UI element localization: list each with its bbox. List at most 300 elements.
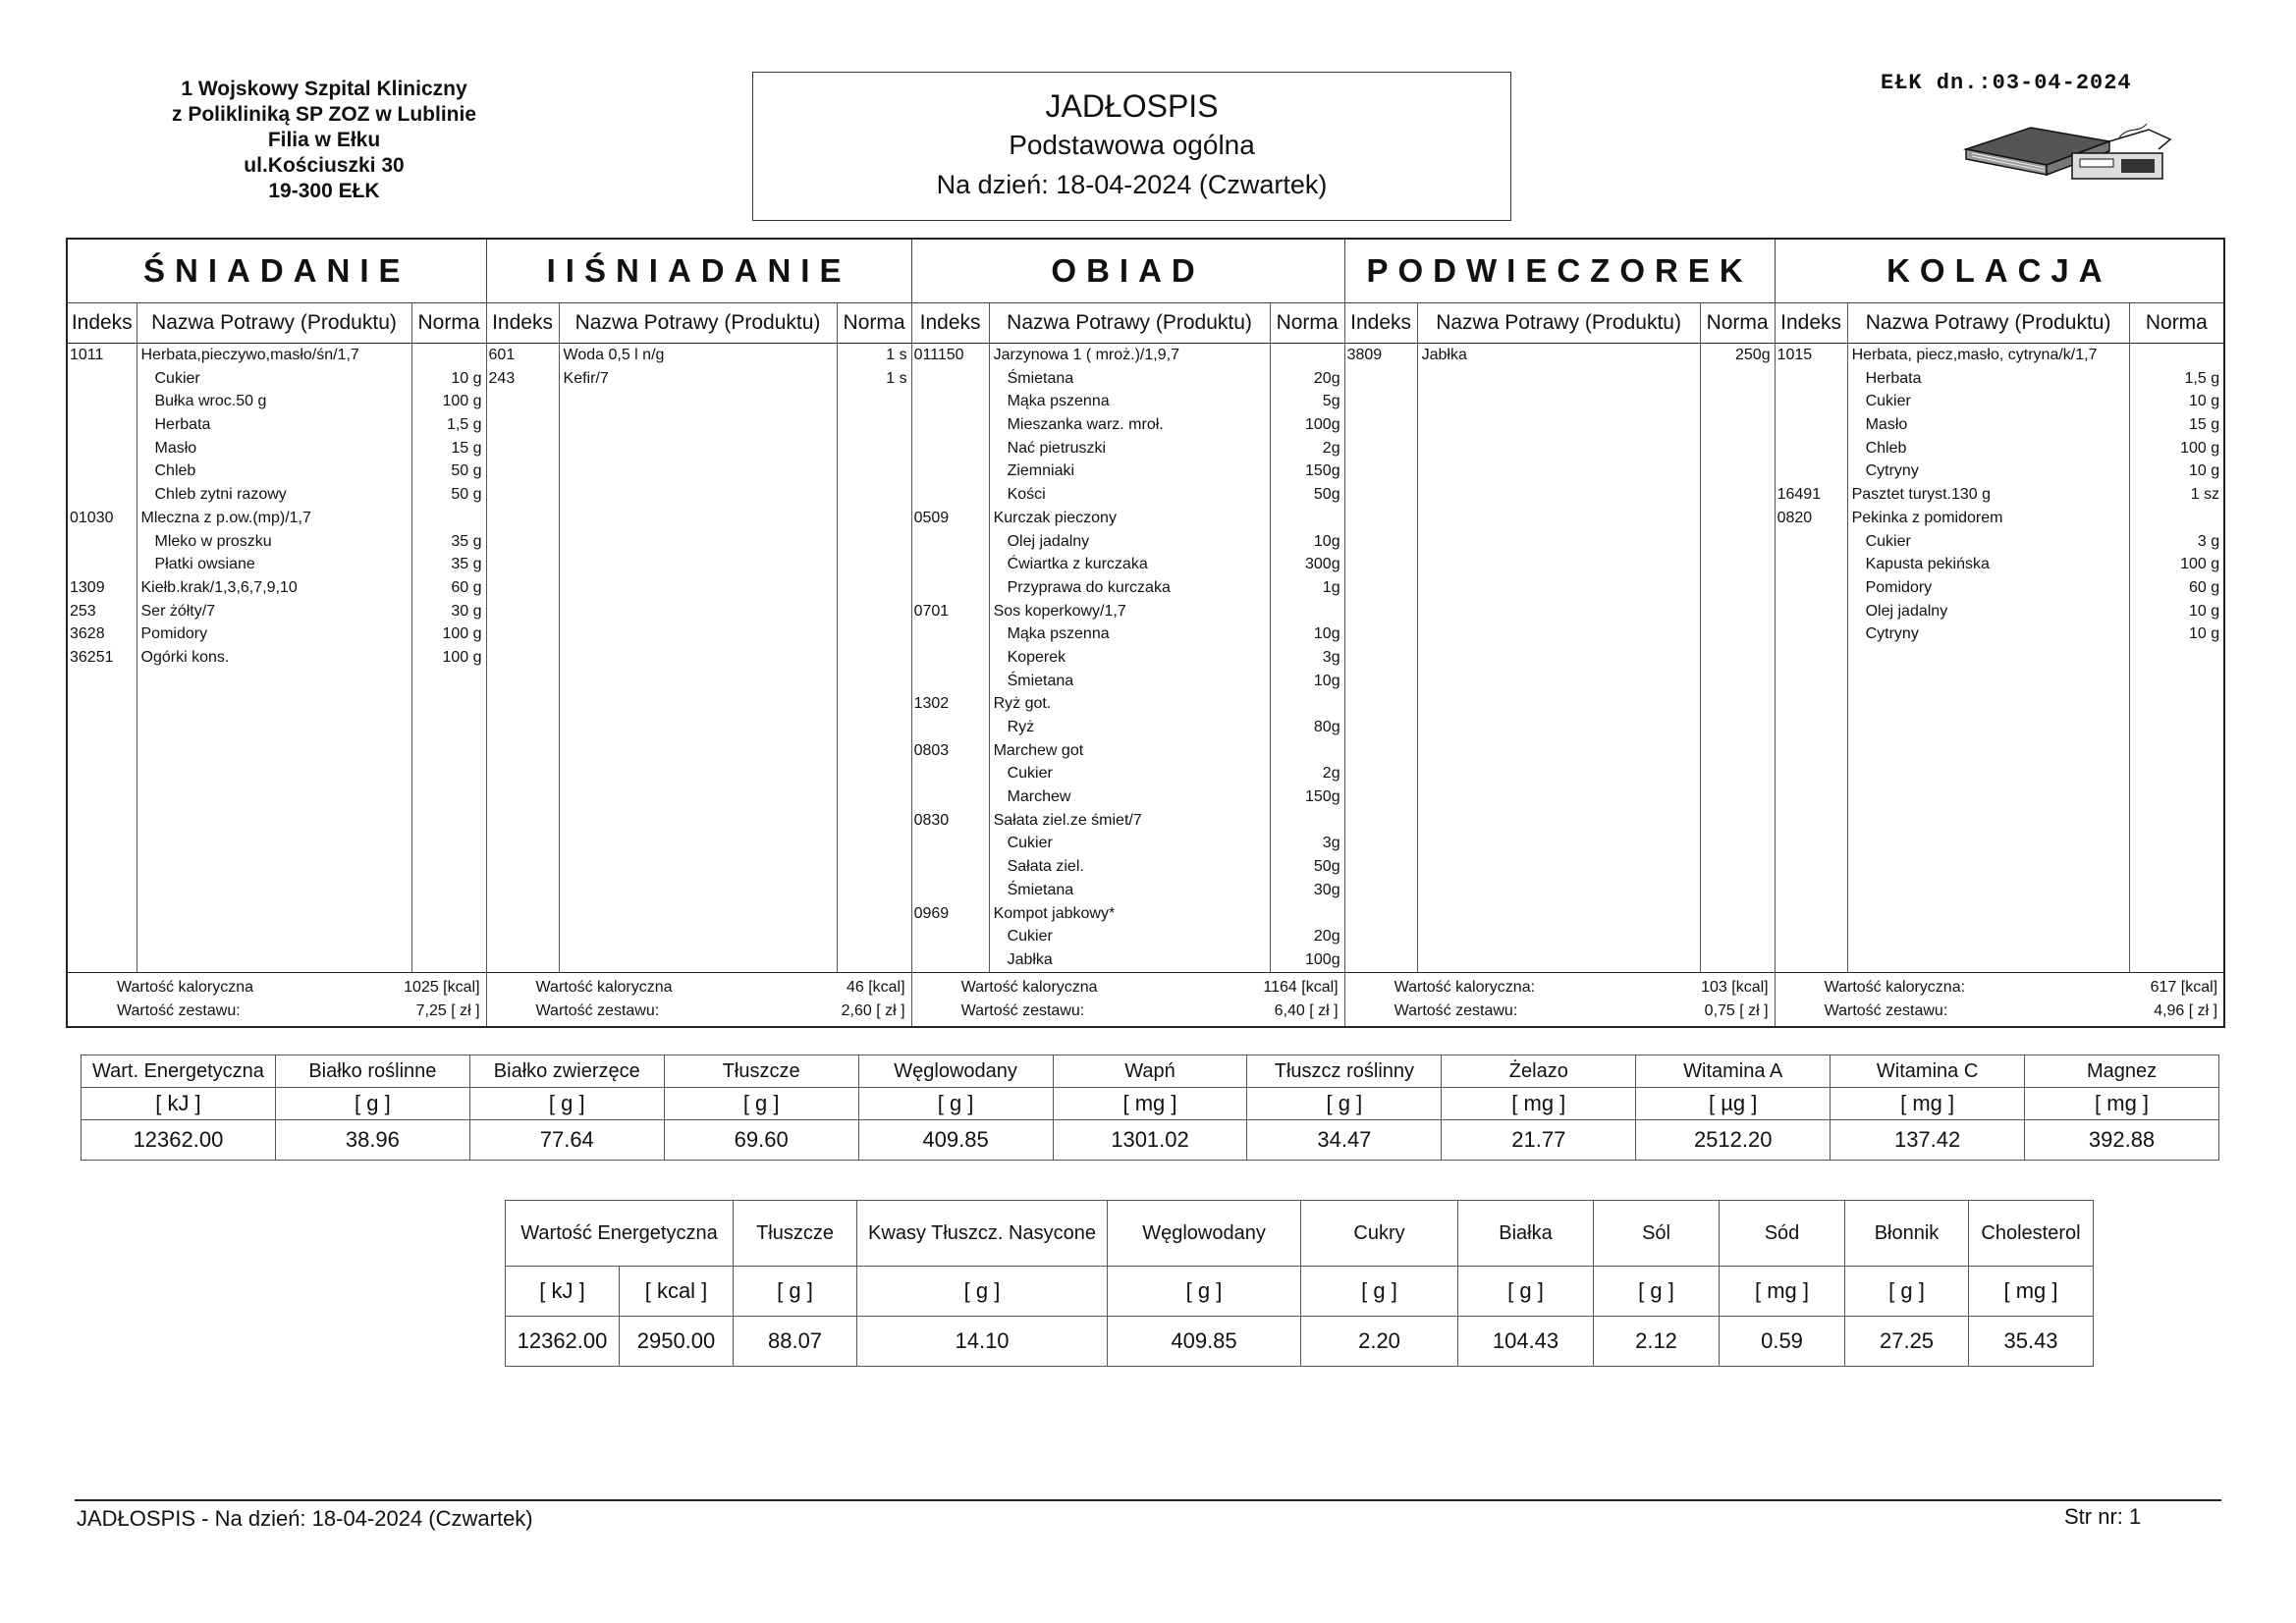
- item-name: Ziemniaki: [1007, 462, 1075, 480]
- item-name: Herbata,pieczywo,masło/śn/1,7: [140, 347, 359, 363]
- item-index: 3809: [1346, 347, 1383, 363]
- nutrient-value: 38.96: [275, 1120, 469, 1161]
- nutrient-header: Białko zwierzęce: [469, 1055, 664, 1088]
- column-header-name: Nazwa Potrawy (Produktu): [989, 303, 1270, 344]
- cost-value: 7,25 [ zł ]: [415, 1002, 480, 1019]
- item-norm: 5g: [1322, 393, 1340, 410]
- item-norm: 50g: [1313, 858, 1340, 876]
- item-index: 243: [488, 369, 516, 387]
- item-name: Nać pietruszki: [1007, 439, 1107, 457]
- book-computer-icon: [1962, 120, 2182, 185]
- item-norm: 1 s: [886, 369, 907, 387]
- diet-name: Podstawowa ogólna: [1009, 130, 1255, 160]
- item-name: Mieszanka warz. mroł.: [1007, 416, 1164, 434]
- item-index: [1776, 530, 1847, 554]
- nutrient-unit: [ kJ ]: [82, 1088, 276, 1120]
- kcal-label: Wartość kaloryczna:: [1824, 979, 1966, 996]
- item-name: Marchew: [1007, 788, 1071, 806]
- item-name: Pasztet turyst.130 g: [1851, 486, 1991, 504]
- item-norm: [412, 344, 486, 367]
- item-index: [912, 413, 989, 437]
- nutrient-unit: [ g ]: [1247, 1088, 1442, 1120]
- item-norm: [1271, 692, 1344, 716]
- meal-title-afternoon-snack: PODWIECZOREK: [1344, 239, 1775, 303]
- footer-divider: [75, 1499, 2221, 1501]
- item-index: [912, 832, 989, 855]
- nutrient-unit: [ mg ]: [1442, 1088, 1636, 1120]
- nutrient-value: 137.42: [1831, 1120, 2025, 1161]
- index-column: [911, 344, 989, 973]
- item-index: [1776, 553, 1847, 576]
- item-name: Ćwiartka z kurczaka: [1007, 556, 1148, 573]
- item-index: [912, 879, 989, 902]
- nutrient-value: 0.59: [1720, 1317, 1845, 1367]
- column-header-index: Indeks: [67, 303, 137, 344]
- nutrient-header: Cholesterol: [1969, 1201, 2094, 1267]
- item-norm: 80g: [1313, 719, 1340, 735]
- meal-summary: [911, 973, 1344, 1028]
- kcal-value: 46 [kcal]: [846, 979, 905, 996]
- item-name: Pomidory: [140, 625, 208, 643]
- item-index: [912, 367, 989, 391]
- nutrient-unit: [ g ]: [1594, 1267, 1720, 1317]
- item-name: Śmietana: [1007, 672, 1074, 689]
- item-index: [912, 855, 989, 879]
- nutrient-header: Kwasy Tłuszcz. Nasycone: [857, 1201, 1108, 1267]
- item-index: 253: [70, 602, 96, 620]
- item-name: Chleb zytni razowy: [154, 486, 287, 504]
- item-norm: 60 g: [451, 578, 482, 596]
- item-index: [912, 460, 989, 483]
- norm-column: [411, 344, 486, 973]
- item-name: Cytryny: [1865, 462, 1919, 480]
- item-index: [912, 483, 989, 507]
- item-norm: 10g: [1313, 625, 1340, 643]
- item-name: Jarzynowa 1 ( mroż.)/1,9,7: [993, 347, 1179, 363]
- item-norm: 150g: [1305, 462, 1340, 480]
- nutrient-unit: [ g ]: [1845, 1267, 1969, 1317]
- item-name: Chleb: [154, 462, 196, 480]
- item-norm: 100 g: [442, 625, 482, 643]
- item-index: [1776, 413, 1847, 437]
- norm-column: [2129, 344, 2224, 973]
- nutrient-header: Tłuszcze: [734, 1201, 857, 1267]
- item-norm: 10g: [1313, 672, 1340, 689]
- cost-value: 0,75 [ zł ]: [1704, 1002, 1769, 1019]
- item-index: [1776, 576, 1847, 600]
- nutrient-header: Białka: [1458, 1201, 1594, 1267]
- item-index: 0803: [913, 741, 950, 759]
- item-index: 0830: [913, 811, 950, 829]
- item-name: Kefir/7: [563, 369, 609, 387]
- column-header-index: Indeks: [1344, 303, 1417, 344]
- item-name: Cukier: [1007, 928, 1053, 946]
- item-name: Kompot jabkowy*: [993, 904, 1116, 922]
- item-index: [1776, 600, 1847, 623]
- item-index: [912, 437, 989, 460]
- index-column: [1775, 344, 1847, 973]
- item-index: 1309: [70, 578, 105, 596]
- item-norm: [1271, 344, 1344, 367]
- title-box: [752, 72, 1511, 221]
- cost-value: 4,96 [ zł ]: [2154, 1002, 2218, 1019]
- item-index: [1776, 437, 1847, 460]
- nutrient-unit: [ kJ ]: [506, 1267, 620, 1317]
- nutrient-unit: [ g ]: [664, 1088, 858, 1120]
- nutrient-header: Tłuszcze: [664, 1055, 858, 1088]
- meal-summary: [1344, 973, 1775, 1028]
- column-header-name: Nazwa Potrawy (Produktu): [559, 303, 837, 344]
- kcal-value: 103 [kcal]: [1701, 979, 1769, 996]
- item-name: Kości: [1007, 486, 1046, 504]
- nutrient-header: Żelazo: [1442, 1055, 1636, 1088]
- cost-value: 2,60 [ zł ]: [841, 1002, 905, 1019]
- kcal-label: Wartość kaloryczna: [117, 979, 253, 996]
- item-name: Cukier: [1007, 765, 1053, 783]
- cost-label: Wartość zestawu:: [1394, 1002, 1518, 1019]
- item-index: 0509: [913, 509, 950, 526]
- item-index: 601: [488, 347, 516, 363]
- item-norm: 1 sz: [2190, 486, 2220, 504]
- item-name: Olej jadalny: [1865, 602, 1948, 620]
- nutrient-value: 2.12: [1594, 1317, 1720, 1367]
- nutrient-value: 27.25: [1845, 1317, 1969, 1367]
- item-norm: 10 g: [2188, 393, 2220, 410]
- item-name: Olej jadalny: [1007, 532, 1090, 550]
- item-norm: 100 g: [2180, 556, 2220, 573]
- hospital-address: [118, 77, 530, 204]
- item-index: [68, 367, 137, 391]
- item-norm: 15 g: [2188, 416, 2220, 434]
- item-name: Pekinka z pomidorem: [1851, 509, 2003, 526]
- nutrient-unit: [ g ]: [469, 1088, 664, 1120]
- nutrient-unit: [ mg ]: [1831, 1088, 2025, 1120]
- menu-date: Na dzień: 18-04-2024 (Czwartek): [936, 170, 1328, 199]
- column-header-norm: Norma: [1700, 303, 1775, 344]
- nutrient-unit: [ mg ]: [1969, 1267, 2094, 1317]
- item-name: Herbata: [154, 416, 211, 434]
- item-norm: 50g: [1313, 486, 1340, 504]
- nutrient-value: 34.47: [1247, 1120, 1442, 1161]
- item-norm: 150g: [1305, 788, 1340, 806]
- nutrient-value: 21.77: [1442, 1120, 1636, 1161]
- item-name: Sałata ziel.ze śmiet/7: [993, 811, 1142, 829]
- nutrient-unit: [ g ]: [1458, 1267, 1594, 1317]
- norm-column: [1270, 344, 1344, 973]
- item-norm: 10 g: [2188, 602, 2220, 620]
- item-index: [68, 483, 137, 507]
- item-index: [68, 437, 137, 460]
- column-header-norm: Norma: [837, 303, 911, 344]
- meal-summary: [486, 973, 911, 1028]
- nutrient-header: Cukry: [1301, 1201, 1458, 1267]
- item-name: Śmietana: [1007, 369, 1074, 387]
- item-name: Ser żółty/7: [140, 602, 216, 620]
- nutrient-unit: [ g ]: [1301, 1267, 1458, 1317]
- item-name: Sos koperkowy/1,7: [993, 602, 1126, 620]
- item-norm: 1g: [1322, 578, 1340, 596]
- item-norm: 2g: [1322, 765, 1340, 783]
- nutrient-header: Sód: [1720, 1201, 1845, 1267]
- nutrient-value: 77.64: [469, 1120, 664, 1161]
- item-name: Przyprawa do kurczaka: [1007, 578, 1171, 596]
- item-index: 3628: [70, 625, 105, 643]
- item-norm: 1,5 g: [2184, 369, 2220, 387]
- item-norm: [2130, 507, 2224, 530]
- index-column: [486, 344, 559, 973]
- nutrient-unit: [ mg ]: [1720, 1267, 1845, 1317]
- item-norm: 1 s: [886, 347, 907, 363]
- nutrients-table-2: [505, 1200, 2094, 1367]
- item-name: Bułka wroc.50 g: [154, 393, 267, 410]
- item-index: [912, 390, 989, 413]
- nutrient-header: Tłuszcz roślinny: [1247, 1055, 1442, 1088]
- nutrient-value: 14.10: [857, 1317, 1108, 1367]
- name-column: [1417, 344, 1700, 973]
- item-norm: 100 g: [442, 648, 482, 666]
- meal-summary: [1775, 973, 2224, 1028]
- item-index: [68, 460, 137, 483]
- hospital-line: 19-300 EŁK: [268, 180, 380, 202]
- nutrient-header: Błonnik: [1845, 1201, 1969, 1267]
- nutrient-value: 2950.00: [620, 1317, 734, 1367]
- item-name: Ogórki kons.: [140, 648, 230, 666]
- item-index: [912, 646, 989, 670]
- item-name: Woda 0,5 l n/g: [563, 347, 665, 363]
- item-norm: [2130, 344, 2224, 367]
- item-index: [68, 390, 137, 413]
- footer-title: JADŁOSPIS - Na dzień: 18-04-2024 (Czwartek): [77, 1506, 533, 1531]
- item-norm: 2g: [1322, 439, 1340, 457]
- meal-items-row: [67, 344, 2224, 973]
- norm-column: [1700, 344, 1775, 973]
- nutrient-unit: [ mg ]: [1053, 1088, 1247, 1120]
- column-header-name: Nazwa Potrawy (Produktu): [1417, 303, 1700, 344]
- nutrient-value: 104.43: [1458, 1317, 1594, 1367]
- page-title: JADŁOSPIS: [1045, 88, 1219, 124]
- meal-title-dinner: KOLACJA: [1775, 239, 2224, 303]
- kcal-label: Wartość kaloryczna: [960, 979, 1098, 996]
- item-name: Pomidory: [1865, 578, 1933, 596]
- item-name: Mleko w proszku: [154, 532, 272, 550]
- item-index: [68, 553, 137, 576]
- page-number: Str nr: 1: [2064, 1504, 2142, 1529]
- column-header-index: Indeks: [911, 303, 989, 344]
- item-norm: 20g: [1313, 369, 1340, 387]
- item-norm: 100g: [1305, 950, 1340, 968]
- hospital-line: Filia w Ełku: [267, 129, 381, 151]
- item-norm: [412, 507, 486, 530]
- item-norm: [1271, 600, 1344, 623]
- item-norm: 50 g: [451, 486, 482, 504]
- column-header-name: Nazwa Potrawy (Produktu): [1847, 303, 2129, 344]
- item-name: Mleczna z p.ow.(mp)/1,7: [140, 509, 311, 526]
- cost-label: Wartość zestawu:: [117, 1002, 241, 1019]
- item-name: Koperek: [1007, 648, 1066, 666]
- nutrient-value: 88.07: [734, 1317, 857, 1367]
- item-norm: 10 g: [2188, 625, 2220, 643]
- item-norm: 20g: [1313, 928, 1340, 946]
- item-norm: 35 g: [451, 556, 482, 573]
- item-norm: 3g: [1322, 648, 1340, 666]
- item-norm: 100 g: [442, 393, 482, 410]
- item-norm: 10 g: [2188, 462, 2220, 480]
- nutrient-header: Magnez: [2025, 1055, 2219, 1088]
- item-index: 0969: [913, 904, 950, 922]
- kcal-label: Wartość kaloryczna: [535, 979, 673, 996]
- item-index: [912, 670, 989, 693]
- item-norm: 30 g: [451, 602, 482, 620]
- item-name: Ryż: [1007, 719, 1035, 735]
- name-column: [559, 344, 837, 973]
- hospital-line: 1 Wojskowy Szpital Kliniczny: [181, 78, 467, 100]
- item-index: 011150: [913, 347, 964, 363]
- nutrient-value: 2.20: [1301, 1317, 1458, 1367]
- column-header-norm: Norma: [2129, 303, 2224, 344]
- nutrient-value: 35.43: [1969, 1317, 2094, 1367]
- cost-value: 6,40 [ zł ]: [1274, 1002, 1339, 1019]
- item-index: [912, 530, 989, 554]
- item-norm: 50 g: [451, 462, 482, 480]
- kcal-value: 1025 [kcal]: [404, 979, 480, 996]
- nutrient-value: 392.88: [2025, 1120, 2219, 1161]
- nutrient-unit: [ g ]: [857, 1267, 1108, 1317]
- item-index: [68, 530, 137, 554]
- item-name: Mąka pszenna: [1007, 393, 1110, 410]
- item-index: [912, 785, 989, 809]
- item-name: Płatki owsiane: [154, 556, 255, 573]
- nutrient-unit: [ µg ]: [1636, 1088, 1831, 1120]
- item-index: [1776, 460, 1847, 483]
- kcal-value: 617 [kcal]: [2150, 979, 2218, 996]
- item-norm: 30g: [1313, 881, 1340, 898]
- item-name: Mąka pszenna: [1007, 625, 1110, 643]
- meal-title-lunch: OBIAD: [911, 239, 1344, 303]
- kcal-value: 1164 [kcal]: [1263, 979, 1339, 996]
- column-header-norm: Norma: [1270, 303, 1344, 344]
- cost-label: Wartość zestawu:: [1824, 1002, 1948, 1019]
- item-index: [1776, 367, 1847, 391]
- nutrient-unit: [ g ]: [1108, 1267, 1301, 1317]
- item-index: 16491: [1777, 486, 1822, 504]
- issue-date: EŁK dn.:03-04-2024: [1881, 71, 2132, 95]
- item-norm: 10 g: [451, 369, 482, 387]
- item-name: Marchew got: [993, 741, 1084, 759]
- item-index: 0820: [1777, 509, 1813, 526]
- item-norm: 250g: [1735, 347, 1771, 363]
- item-name: Jabłka: [1007, 950, 1053, 968]
- nutrient-value: 409.85: [858, 1120, 1053, 1161]
- nutrient-unit: [ g ]: [858, 1088, 1053, 1120]
- item-norm: 300g: [1305, 556, 1340, 573]
- nutrient-header: Białko roślinne: [275, 1055, 469, 1088]
- item-name: Chleb: [1865, 439, 1907, 457]
- item-name: Cukier: [1865, 532, 1911, 550]
- index-column: [1344, 344, 1417, 973]
- column-header-index: Indeks: [486, 303, 559, 344]
- name-column: [989, 344, 1270, 973]
- nutrient-header: Węglowodany: [1108, 1201, 1301, 1267]
- meal-summary-row: [67, 973, 2224, 1028]
- item-name: Cytryny: [1865, 625, 1919, 643]
- item-norm: 1,5 g: [446, 416, 482, 434]
- item-name: Herbata: [1865, 369, 1922, 387]
- item-index: 0701: [913, 602, 950, 620]
- item-norm: 10g: [1313, 532, 1340, 550]
- item-norm: [1271, 739, 1344, 763]
- item-name: Masło: [154, 439, 197, 457]
- item-norm: 100g: [1305, 416, 1340, 434]
- item-name: Jabłka: [1421, 347, 1467, 363]
- item-norm: 60 g: [2188, 578, 2220, 596]
- column-header-name: Nazwa Potrawy (Produktu): [137, 303, 411, 344]
- item-index: [912, 576, 989, 600]
- item-name: Cukier: [1007, 835, 1053, 852]
- nutrients-table-1: [81, 1055, 2219, 1161]
- nutrient-header: Wapń: [1053, 1055, 1247, 1088]
- item-index: 36251: [70, 648, 114, 666]
- item-norm: 3 g: [2197, 532, 2220, 550]
- item-index: [912, 762, 989, 785]
- item-norm: 3g: [1322, 835, 1340, 852]
- column-header-norm: Norma: [411, 303, 486, 344]
- nutrient-value: 2512.20: [1636, 1120, 1831, 1161]
- item-name: Masło: [1865, 416, 1908, 434]
- nutrient-unit: [ g ]: [275, 1088, 469, 1120]
- hospital-line: ul.Kościuszki 30: [244, 154, 405, 177]
- nutrient-header: Witamina A: [1636, 1055, 1831, 1088]
- name-column: [1847, 344, 2129, 973]
- nutrient-value: 409.85: [1108, 1317, 1301, 1367]
- item-index: [912, 925, 989, 948]
- item-name: Śmietana: [1007, 881, 1074, 898]
- item-index: [1776, 622, 1847, 646]
- item-name: Ryż got.: [993, 695, 1052, 713]
- item-index: [912, 948, 989, 972]
- item-index: [912, 622, 989, 646]
- item-name: Kurczak pieczony: [993, 509, 1117, 526]
- meal-summary: [67, 973, 486, 1028]
- item-index: [912, 553, 989, 576]
- item-norm: 35 g: [451, 532, 482, 550]
- meal-plan-table: [66, 238, 2225, 1028]
- item-index: 1302: [913, 695, 950, 713]
- nutrient-value: 12362.00: [82, 1120, 276, 1161]
- index-column: [67, 344, 137, 973]
- nutrient-unit: [ kcal ]: [620, 1267, 734, 1317]
- column-header-index: Indeks: [1775, 303, 1847, 344]
- nutrient-unit: [ g ]: [734, 1267, 857, 1317]
- item-index: [912, 716, 989, 739]
- item-name: Herbata, piecz,masło, cytryna/k/1,7: [1851, 347, 2098, 363]
- nutrient-header: Węglowodany: [858, 1055, 1053, 1088]
- item-norm: [1271, 809, 1344, 833]
- item-norm: 15 g: [451, 439, 482, 457]
- nutrient-header: Witamina C: [1831, 1055, 2025, 1088]
- item-index: [1776, 390, 1847, 413]
- cost-label: Wartość zestawu:: [535, 1002, 660, 1019]
- item-index: 01030: [70, 509, 114, 526]
- item-norm: [1271, 902, 1344, 926]
- kcal-label: Wartość kaloryczna:: [1394, 979, 1536, 996]
- nutrient-value: 12362.00: [506, 1317, 620, 1367]
- item-index: [68, 413, 137, 437]
- nutrient-header: Wartość Energetyczna: [506, 1201, 734, 1267]
- cost-label: Wartość zestawu:: [960, 1002, 1085, 1019]
- nutrient-header: Sól: [1594, 1201, 1720, 1267]
- item-name: Cukier: [1865, 393, 1911, 410]
- item-index: 1015: [1777, 347, 1813, 363]
